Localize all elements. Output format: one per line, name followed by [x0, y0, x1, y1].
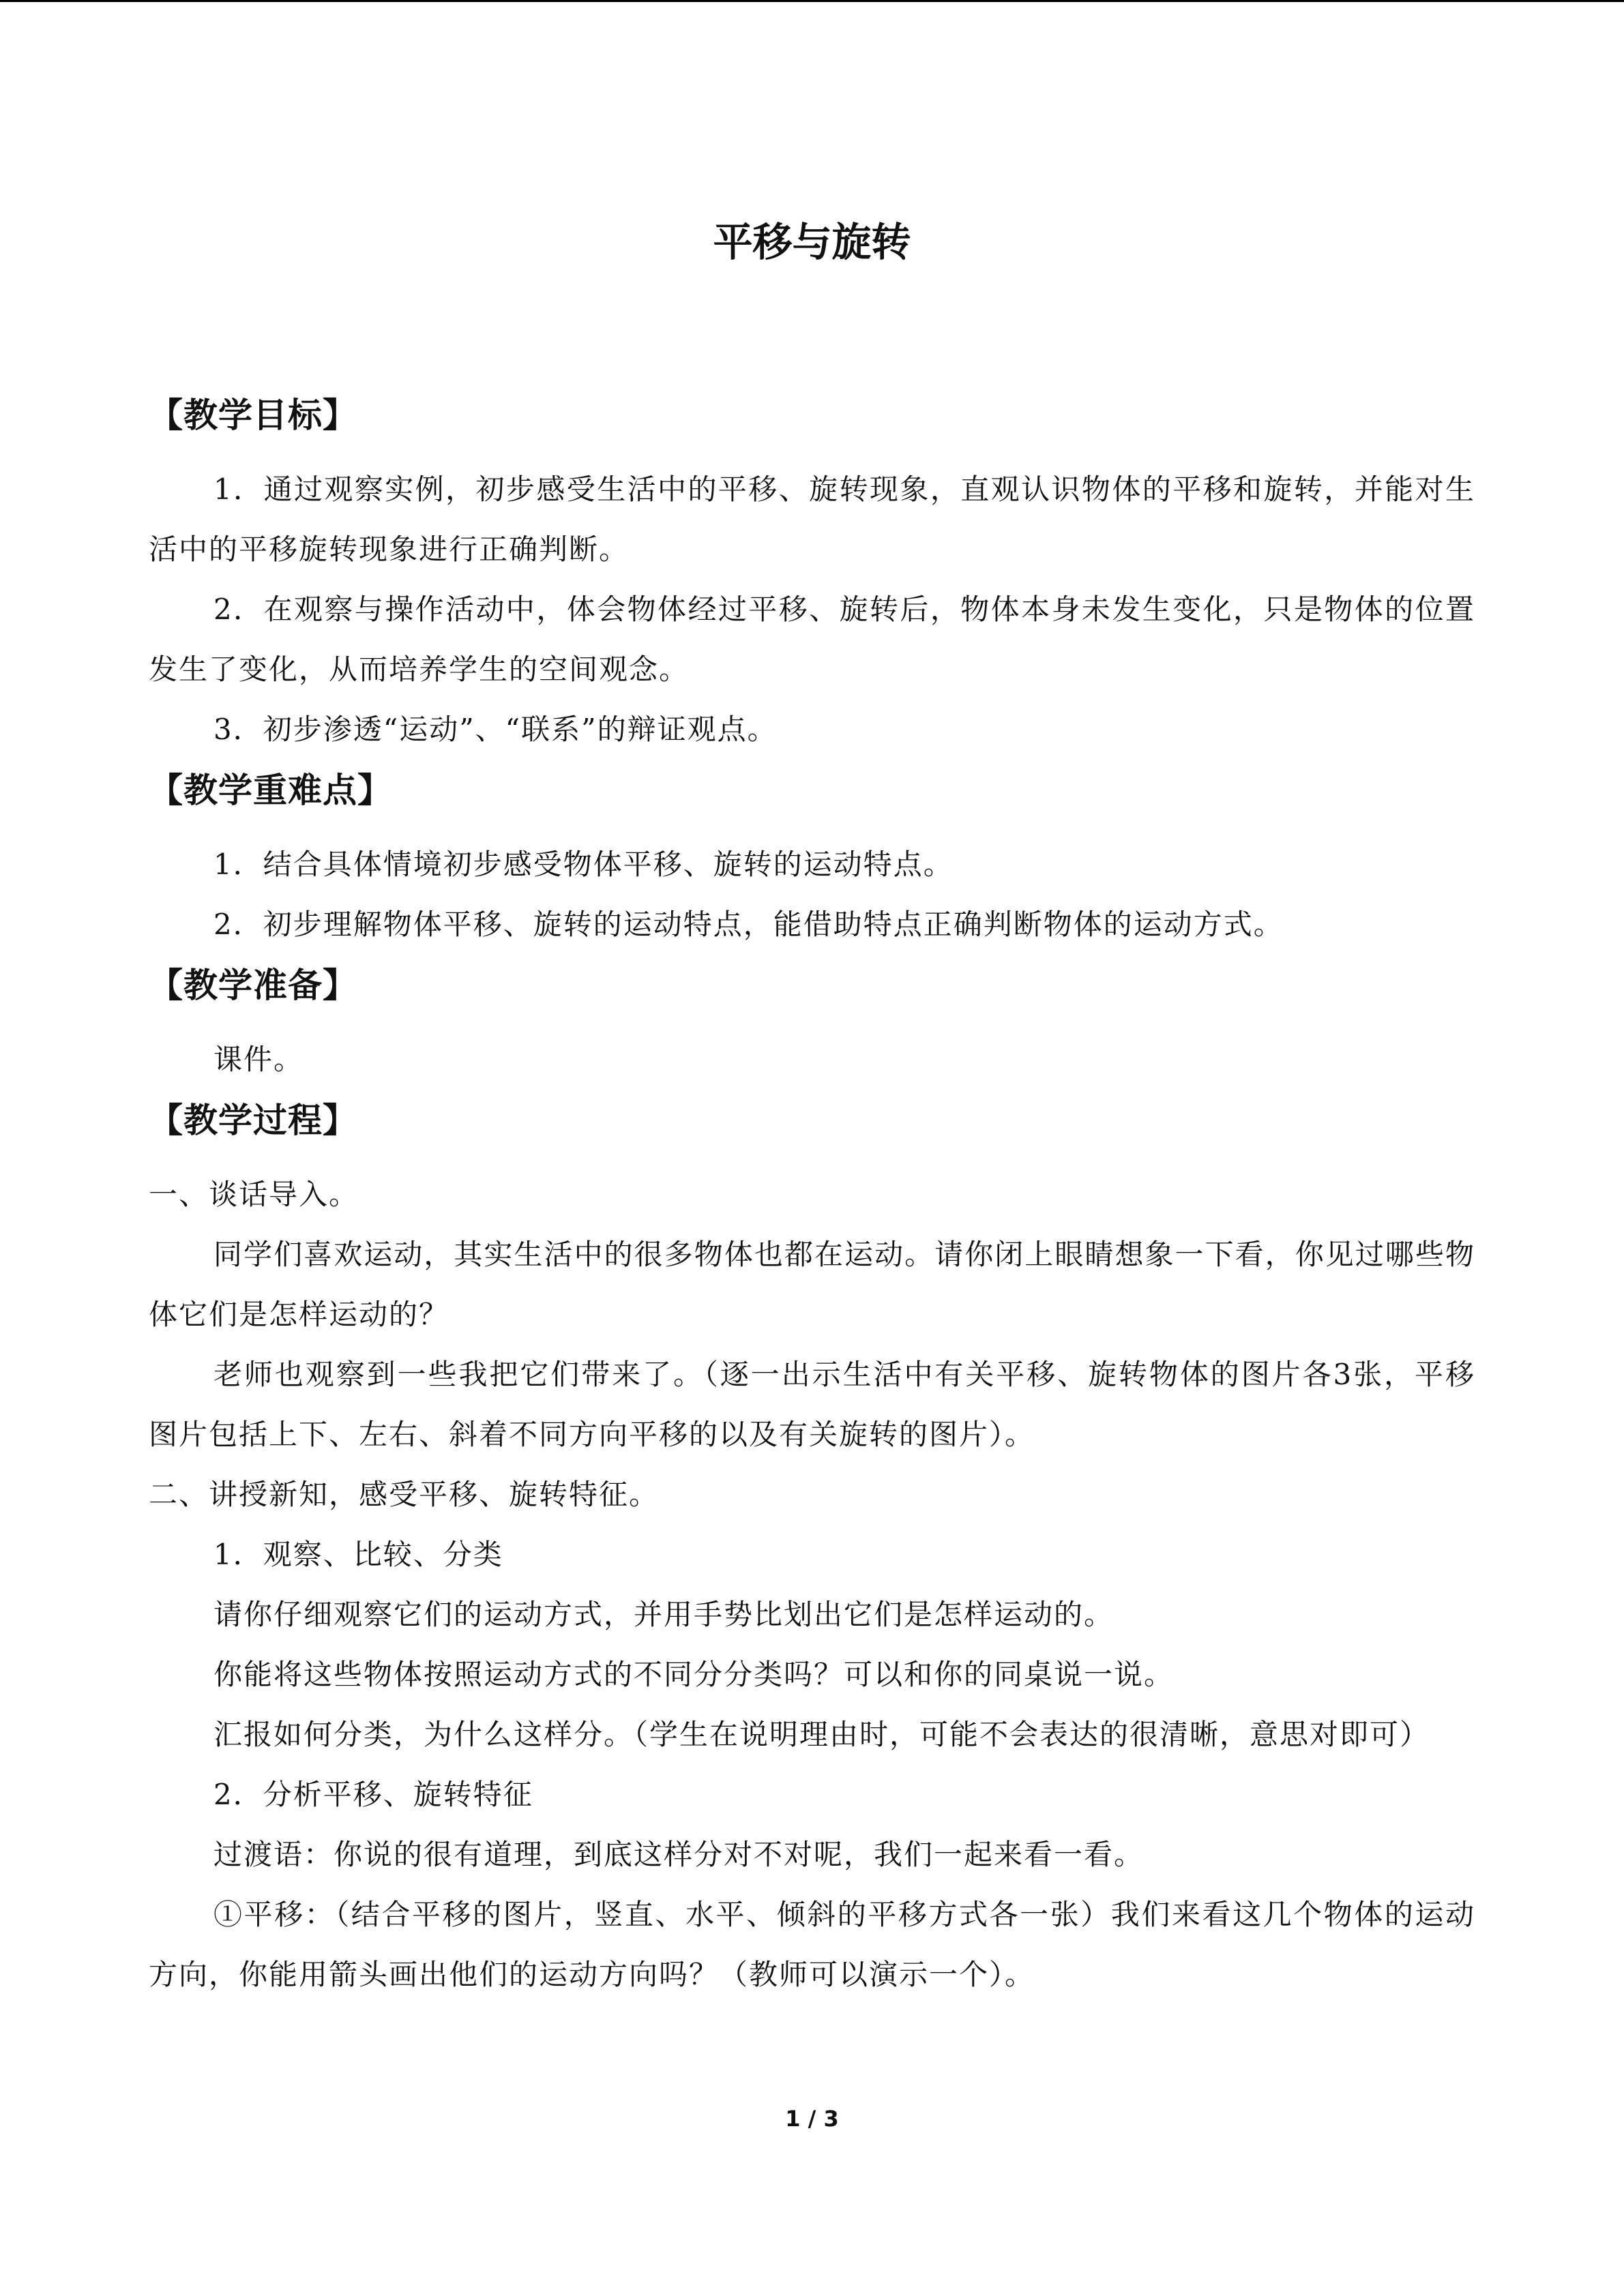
key-point-item-2: 2．初步理解物体平移、旋转的运动特点，能借助特点正确判断物体的运动方式。 — [213, 908, 1284, 941]
objective-item-2: 2．在观察与操作活动中，体会物体经过平移、旋转后，物体本身未发生变化，只是物体的位置发生了变化，从而培养学生的空间观念。 — [149, 593, 1475, 686]
heading-preparation: 【教学准备】 — [149, 966, 357, 1005]
process-section-intro: 一、谈话导入。 — [149, 1178, 359, 1211]
page-number: 1 / 3 — [785, 2106, 839, 2132]
preparation-text: 课件。 — [213, 1043, 304, 1076]
process-paragraph: ①平移：（结合平移的图片，竖直、水平、倾斜的平移方式各一张）我们来看这几个物体的运动方向，你能用箭头画出他们的运动方向吗？（教师可以演示一个）。 — [149, 1898, 1475, 1991]
page-title: 平移与旋转 — [713, 219, 911, 265]
process-paragraph: 请你仔细观察它们的运动方式，并用手势比划出它们是怎样运动的。 — [213, 1598, 1114, 1631]
process-subheading: 1．观察、比较、分类 — [213, 1538, 503, 1571]
objective-item-1: 1．通过观察实例，初步感受生活中的平移、旋转现象，直观认识物体的平移和旋转，并能对生活中的平移旋转现象进行正确判断。 — [149, 473, 1475, 566]
process-paragraph: 汇报如何分类，为什么这样分。（学生在说明理由时，可能不会表达的很清晰，意思对即可） — [213, 1718, 1430, 1751]
heading-process: 【教学过程】 — [149, 1101, 357, 1140]
heading-key-points: 【教学重难点】 — [149, 771, 392, 810]
process-subheading: 2．分析平移、旋转特征 — [213, 1778, 533, 1811]
process-paragraph: 老师也观察到一些我把它们带来了。（逐一出示生活中有关平移、旋转物体的图片各3张，平移图片包括上下、左右、斜着不同方向平移的以及有关旋转的图片）。 — [149, 1358, 1475, 1451]
key-point-item-1: 1．结合具体情境初步感受物体平移、旋转的运动特点。 — [213, 848, 954, 881]
process-paragraph: 同学们喜欢运动，其实生活中的很多物体也都在运动。请你闭上眼睛想象一下看，你见过哪些物体它们是怎样运动的？ — [149, 1238, 1475, 1331]
heading-objectives: 【教学目标】 — [149, 396, 357, 435]
objective-item-3: 3．初步渗透“运动”、“联系”的辩证观点。 — [213, 713, 778, 746]
document-body — [149, 387, 1475, 2005]
process-paragraph: 过渡语：你说的很有道理，到底这样分对不对呢，我们一起来看一看。 — [213, 1838, 1145, 1871]
process-paragraph: 你能将这些物体按照运动方式的不同分分类吗？可以和你的同桌说一说。 — [213, 1658, 1175, 1691]
process-section-new-knowledge: 二、讲授新知，感受平移、旋转特征。 — [149, 1478, 660, 1511]
